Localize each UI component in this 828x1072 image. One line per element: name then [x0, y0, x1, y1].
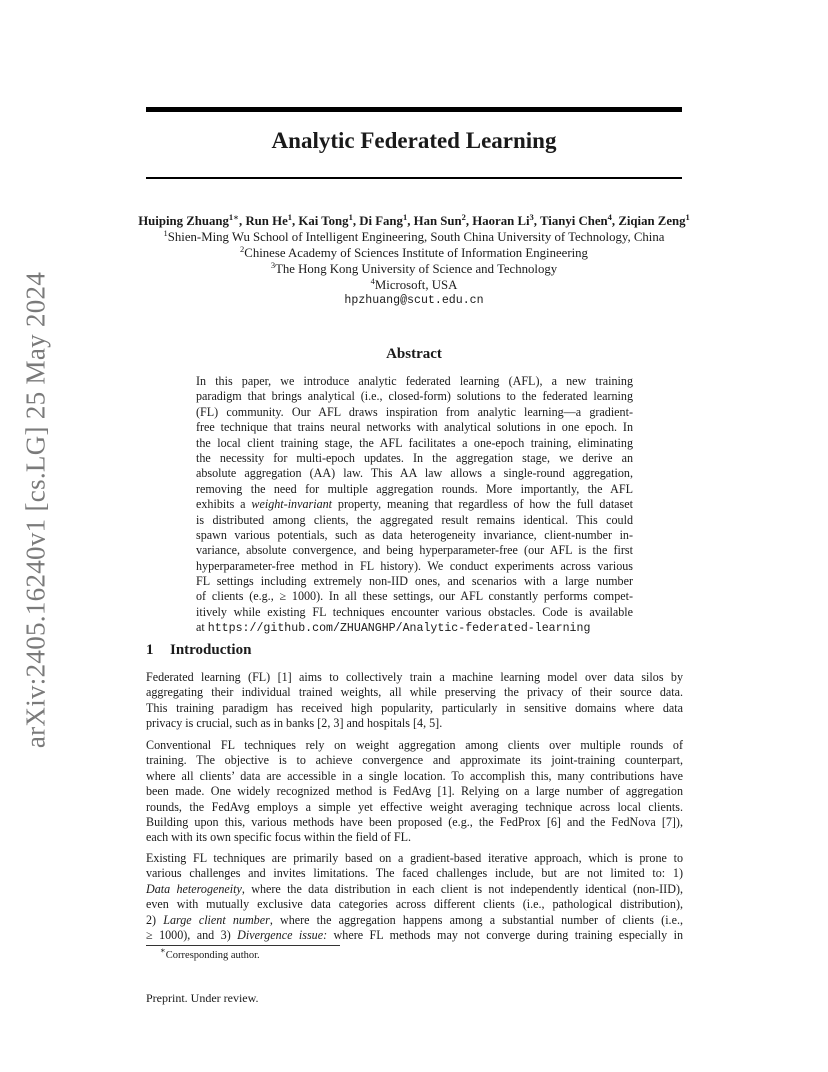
author-name: Di Fang — [359, 214, 403, 228]
paragraph-line: been made. One widely recognized method is FedAvg [1]. Relying on a large number of aggregation — [146, 784, 683, 799]
paragraph-line: various challenges and invites limitations. The faced challenges include, but are not limited to: 1) — [146, 866, 683, 881]
abstract-code-line — [196, 620, 633, 635]
author-name: Kai Tong — [298, 214, 349, 228]
paragraph-line: Existing FL techniques are primarily based on a gradient-based iterative approach, which is prone to — [146, 851, 683, 865]
arxiv-stamp-text: arXiv:2405.16240v1 [cs.LG] 25 May 2024 — [20, 271, 51, 749]
author-affiliation-mark: 1 — [402, 212, 408, 222]
author-name: Ziqian Zeng — [618, 214, 686, 228]
affiliation-line — [100, 261, 728, 277]
footnote-text: Corresponding author. — [165, 950, 260, 961]
affiliation-number: 1 — [163, 228, 168, 238]
affiliation-number: 4 — [370, 276, 375, 286]
author-name: Tianyi Chen — [539, 214, 608, 228]
affiliation-list — [100, 229, 728, 293]
author-block — [100, 213, 728, 309]
title-top-rule — [146, 107, 682, 112]
paragraph-line: where all clients’ data are accessible in a single location. To accomplish this, many contributions have — [146, 768, 683, 783]
paper-title: Analytic Federated Learning — [271, 128, 557, 153]
abstract-line: hyperparameter-free method in FL history). We conduct experiments across various — [196, 558, 633, 573]
footnote-rule — [146, 945, 340, 946]
author-affiliation-mark: 4 — [607, 212, 612, 222]
abstract-line: is distributed among clients, the aggregated result remains identical. This could — [196, 512, 633, 527]
emphasis: Data heterogeneity — [146, 881, 242, 896]
affiliation-number: 3 — [270, 260, 276, 270]
paragraph-line: 2) Large client number, where the aggregation happens among a substantial number of clients (i.e., — [146, 912, 683, 927]
paragraph-line: even with mutually exclusive data categories across different clients (i.e., pathological distribution), — [146, 897, 683, 912]
section-heading-introduction — [146, 642, 251, 659]
paragraph-line: rounds, the FedAvg employs a simple yet effective weight averaging technique across local clients. — [146, 799, 683, 814]
preprint-note: Preprint. Under review. — [146, 991, 259, 1005]
abstract-line: the local client training stage, the AFL facilitates a one-epoch training, eliminating — [196, 435, 633, 450]
paragraph-line: Conventional FL techniques rely on weight aggregation among clients over multiple rounds of — [146, 738, 683, 752]
paragraph-line: Building upon this, various methods have been proposed (e.g., the FedProx [6] and the FedNova [7]), — [146, 814, 683, 829]
affiliation-line — [100, 245, 728, 261]
paragraph-line: each with its own specific focus within the field of FL. — [146, 830, 411, 845]
author-name: Huiping Zhuang — [138, 214, 229, 228]
author-list: Huiping Zhuang$^{1∗}$, Run He$^1$, Kai Tong$^1$, Di Fang$^1$, Han Sun$^2$, Haoran Li$^3$, Tianyi Chen$^4$, Ziqian Zeng$^1$ — [138, 212, 690, 228]
author-affiliation-mark: 1∗ — [228, 212, 240, 222]
affiliation-text: Shien-Ming Wu School of Intelligent Engineering, South China University of Technology, China — [167, 230, 665, 244]
paragraph-line: ≥ 1000), and 3) Divergence issue: where FL methods may not converge during training especially in — [146, 927, 683, 942]
section-number: 1 — [146, 642, 154, 658]
abstract-line: In this paper, we introduce analytic federated learning (AFL), a new training — [196, 374, 633, 388]
arxiv-sidebar-stamp — [8, 230, 64, 790]
abstract-line: the necessity for multi-epoch updates. In the aggregation stage, we derive an — [196, 450, 633, 465]
emphasis: Divergence issue: — [237, 927, 328, 942]
section-title: Introduction — [170, 642, 252, 658]
paragraph-line: aggregating their individual trained weights, all while preserving the privacy of their source data. — [146, 685, 683, 700]
author-name: Haoran Li — [472, 214, 530, 228]
affiliation-line — [100, 229, 728, 245]
code-repository-link[interactable]: https://github.com/ZHUANGHP/Analytic-federated-learning — [207, 622, 591, 636]
affiliation-text: Microsoft, USA — [374, 278, 458, 292]
abstract-heading: Abstract — [386, 346, 442, 362]
contact-email[interactable]: hpzhuang@scut.edu.cn — [344, 294, 484, 307]
author-name: Han Sun — [413, 214, 462, 228]
intro-paragraph-1 — [146, 670, 683, 732]
affiliation-text: Chinese Academy of Sciences Institute of Information Engineering — [244, 246, 588, 260]
affiliation-text: The Hong Kong University of Science and Technology — [275, 262, 558, 276]
footnote-mark: ∗ — [160, 945, 166, 955]
emphasis: Large client number — [163, 912, 270, 927]
intro-paragraph-3 — [146, 851, 683, 943]
abstract-line: FL settings including extremely non-IID ones, and scenarios with a large number — [196, 574, 633, 589]
title-bottom-rule — [146, 177, 682, 179]
abstract-body — [196, 374, 633, 636]
paragraph-line: This training paradigm has received high popularity, particularly in sensitive domains where data — [146, 700, 683, 715]
paragraph-line: training. The objective is to achieve convergence and approximate its joint-training counterpart, — [146, 753, 683, 768]
abstract-line: exhibits a weight-invariant property, meaning that regardless of how the full dataset — [196, 497, 633, 512]
author-affiliation-mark: 1 — [287, 212, 292, 222]
abstract-line: free technique that trains neural networks with analytical solutions in one epoch. In — [196, 420, 633, 435]
author-affiliation-mark: 2 — [461, 212, 466, 222]
author-affiliation-mark: 1 — [348, 212, 353, 222]
paragraph-line: privacy is crucial, such as in banks [2, 3] and hospitals [4, 5]. — [146, 716, 443, 731]
abstract-line: itively while existing FL techniques encounter various obstacles. Code is available — [196, 604, 633, 619]
code-prefix: at — [196, 620, 208, 635]
footnote — [160, 945, 260, 961]
abstract-line: removing the need for multiple aggregation rounds. More importantly, the AFL — [196, 481, 633, 496]
affiliation-number: 2 — [240, 244, 245, 254]
abstract-line: (FL) community. Our AFL draws inspiration from analytic learning—a gradient- — [196, 404, 633, 419]
abstract-line: spawn various potentials, such as data heterogeneity invariance, client-number in- — [196, 527, 633, 542]
abstract-line: paradigm that brings analytical (i.e., closed-form) solutions to the federated learning — [196, 389, 633, 404]
author-affiliation-mark: 3 — [529, 212, 534, 222]
intro-paragraph-2 — [146, 738, 683, 846]
abstract-line: of clients (e.g., ≥ 1000). In all these settings, our AFL constantly performs compet- — [196, 589, 633, 604]
paragraph-line: Federated learning (FL) [1] aims to collectively train a machine learning model over data silos by — [146, 670, 683, 684]
abstract-line: absolute aggregation (AA) law. This AA law allows a single-round aggregation, — [196, 466, 633, 481]
author-affiliation-mark: 1 — [685, 212, 690, 222]
emphasis: weight-invariant — [251, 497, 333, 512]
paragraph-line: Data heterogeneity, where the data distribution in each client is not independently identical (non-IID), — [146, 881, 683, 896]
affiliation-line — [100, 277, 728, 293]
abstract-line: variance, absolute convergence, and being hyperparameter-free (our AFL is the first — [196, 543, 633, 558]
author-name: Run He — [245, 214, 288, 228]
